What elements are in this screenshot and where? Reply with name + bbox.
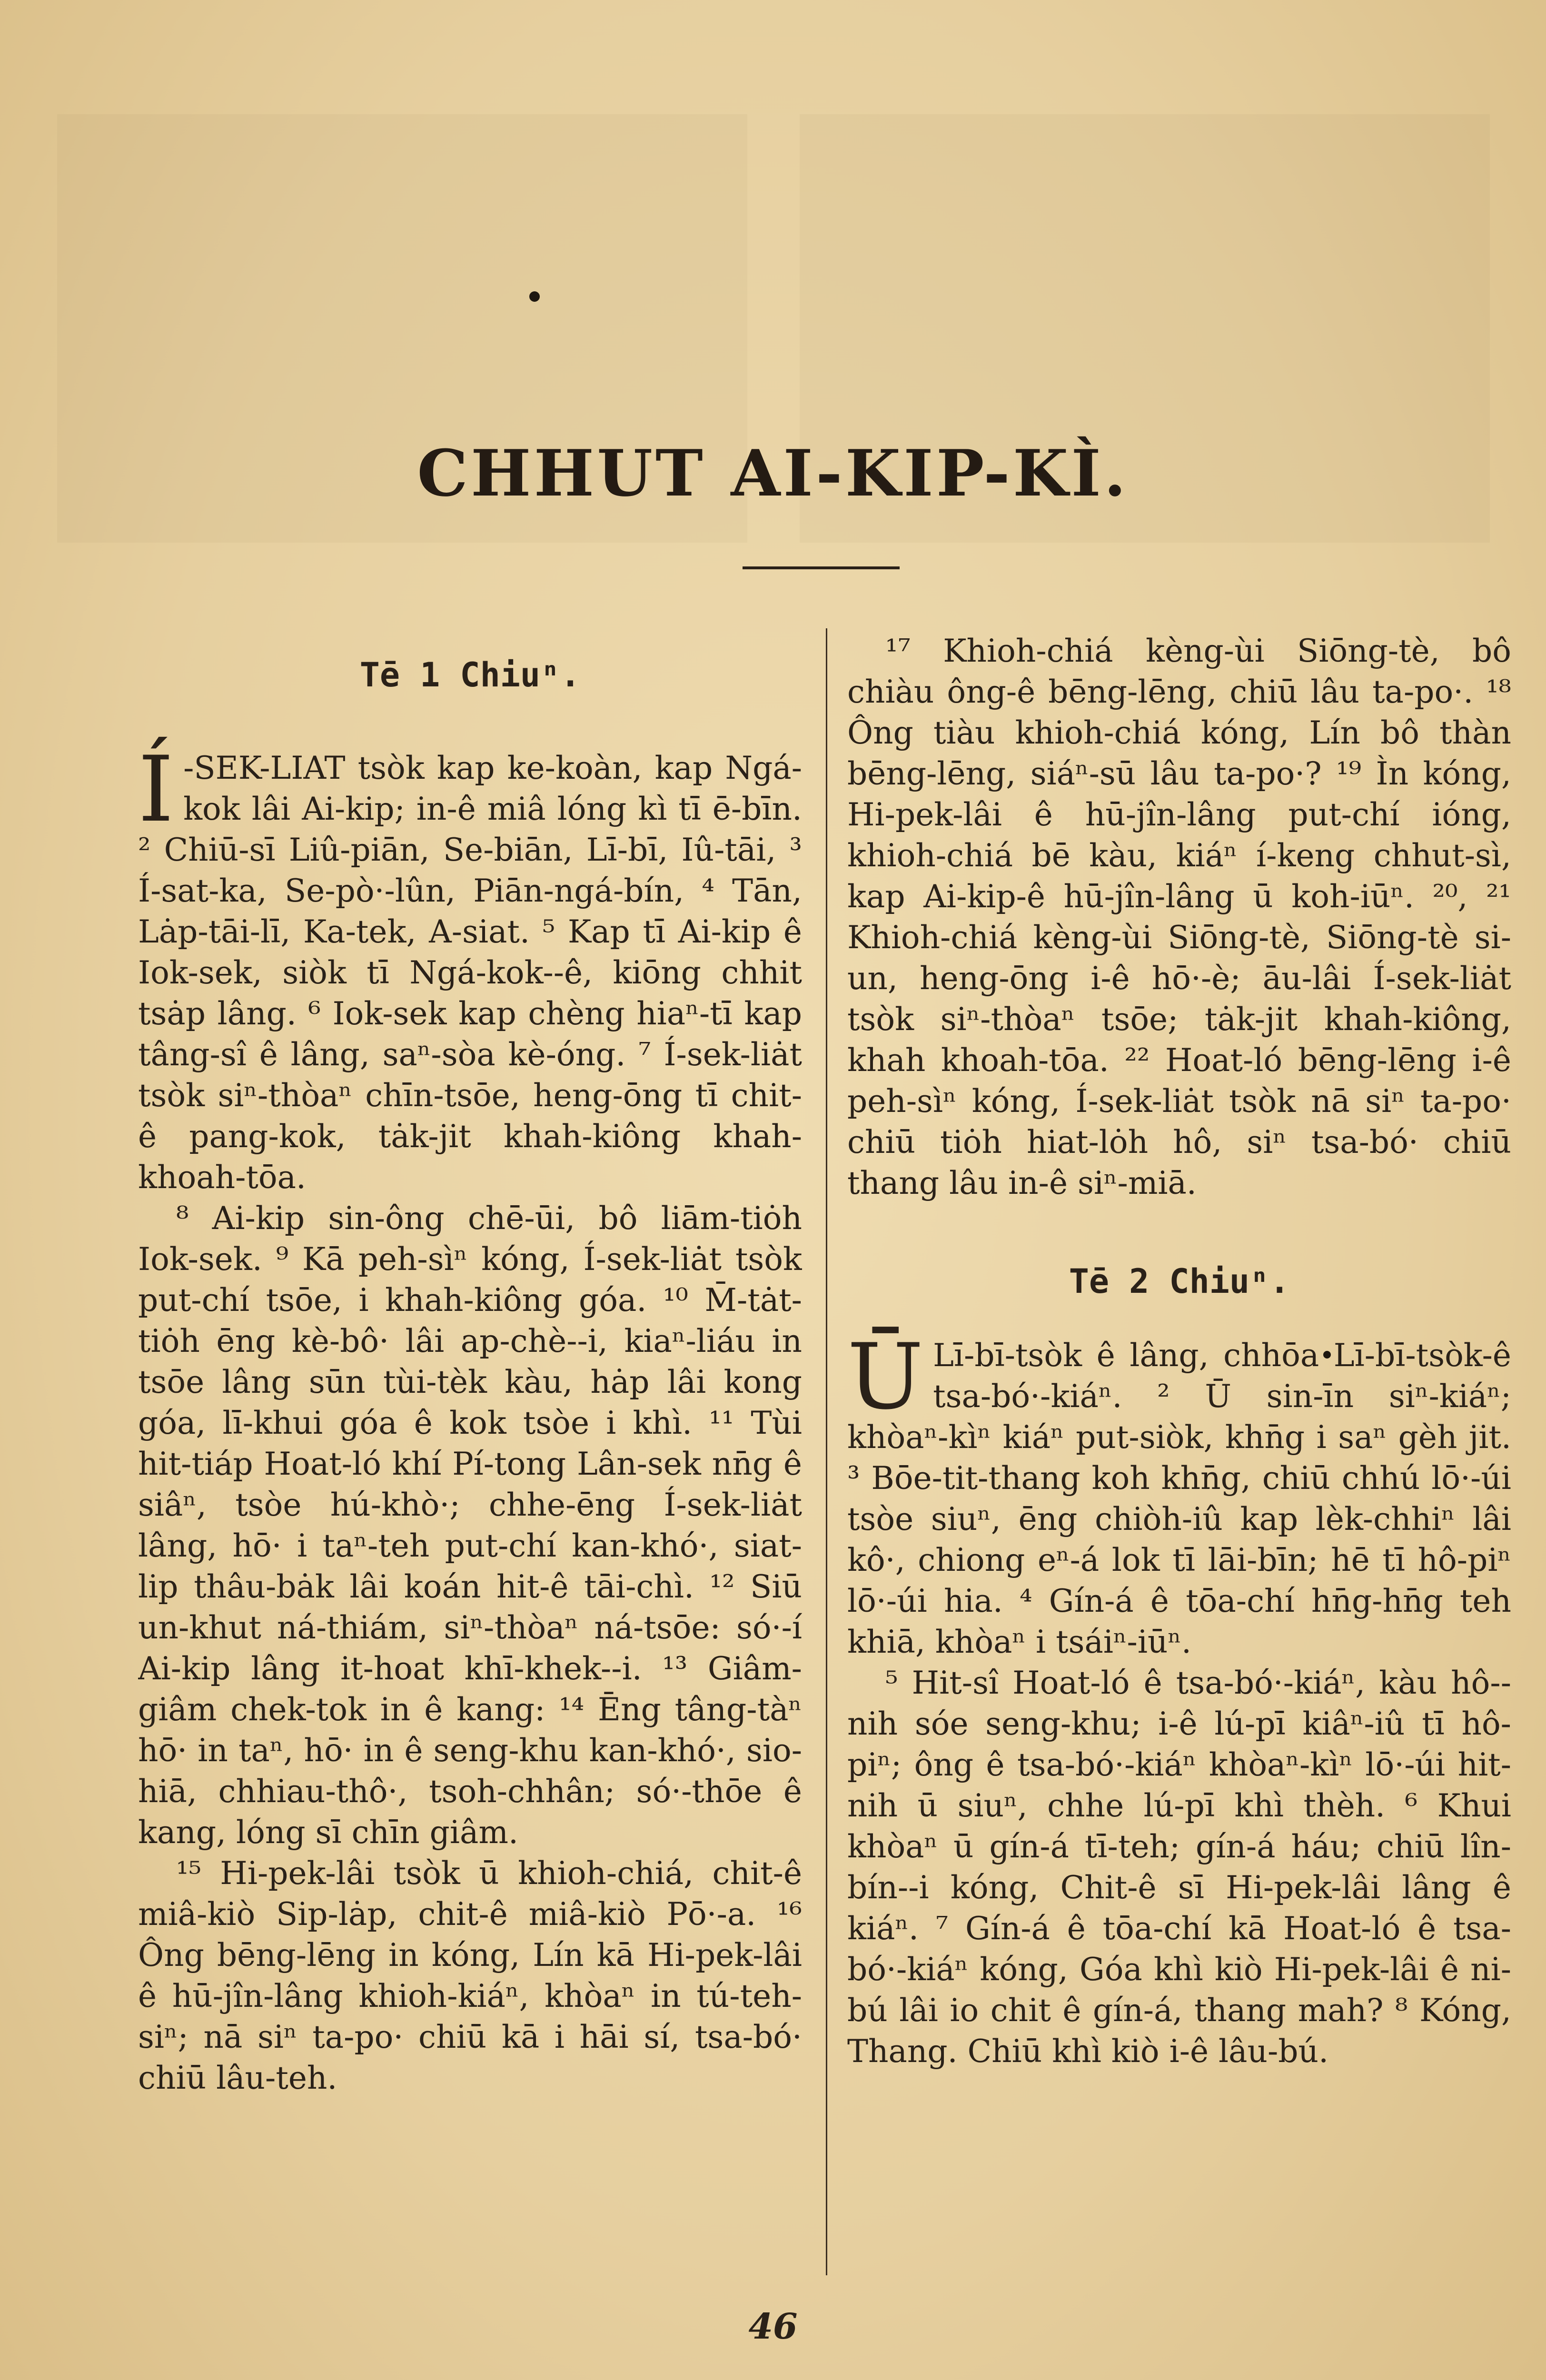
chapter-heading: Tē 2 Chiuⁿ. [1069, 1262, 1290, 1301]
left-column [138, 631, 802, 2297]
ink-spot [529, 291, 540, 302]
right-column [847, 631, 1511, 2297]
verse-paragraph: ⁸ Ai-kip sin-ông chē-ūi, bô liām-tiȯh Iok-sek. ⁹ Kā peh-sìⁿ kóng, Í-sek-liȧt tsòk put-chí tsōe, i khah-kiông góa. ¹⁰ M̄-tȧt-tiȯh ēng kè-bô· lâi ap-chè--i, kiaⁿ-liáu in tsōe lâng sūn tùi-tèk kàu, hȧp lâi kong góa, lī-khui góa ê kok tsòe i khì. ¹¹ Tùi hit-tiáp Hoat-ló khí Pí-tong Lân-sek nn̄g ê siâⁿ, tsòe hú-khò·; chhe-ēng Í-sek-liȧt lâng, hō· i taⁿ-teh put-chí kan-khó·, siat-lip thâu-bȧk lâi koán hit-ê tāi-chì. ¹² Siū un-khut ná-thiám, siⁿ-thòaⁿ ná-tsōe: só·-í Ai-kip lâng it-hoat khī-khek--i. ¹³ Giâm-giâm chek-tok in ê kang: ¹⁴ Ēng tâng-tàⁿ hō· in taⁿ, hō· in ê seng-khu kan-khó·, sio-hiā, chhiau-thô·, tsoh-chhân; só·-thōe ê kang, lóng sī chīn giâm. [138, 1200, 802, 1851]
verse-paragraph: Í -SEK-LIAT tsòk kap ke-koàn, kap Ngá-kok lâi Ai-kip; in-ê miâ lóng kì tī ē-bīn. ² Chiū-sī Liû-piān, Se-biān, Lī-bī, Iû-tāi, ³ Í-sat-ka, Se-pò·-lûn, Piān-ngá-bín, ⁴ Tān, Lȧp-tāi-lī, Ka-tek, A-siat. ⁵ Kap tī Ai-kip ê Iok-sek, siòk tī Ngá-kok--ê, kiōng chhit tsȧp lâng. ⁶ Iok-sek kap chèng hiaⁿ-tī kap tâng-sî ê lâng, saⁿ-sòa kè-óng. ⁷ Í-sek-liȧt tsòk siⁿ-thòaⁿ chīn-tsōe, heng-ōng tī chit-ê pang-kok, tȧk-jit khah-kiông khah-khoah-tōa. [138, 737, 802, 1196]
verse-paragraph: ¹⁷ Khioh-chiá kèng-ùi Siōng-tè, bô chiàu ông-ê bēng-lēng, chiū lâu ta-po·. ¹⁸ Ông tiàu khioh-chiá kóng, Lín bô thàn bēng-lēng, siáⁿ-sū lâu ta-po·? ¹⁹ Ìn kóng, Hi-pek-lâi ê hū-jîn-lâng put-chí ióng, khioh-chiá bē kàu, kiáⁿ í-keng chhut-sì, kap Ai-kip-ê hū-jîn-lâng ū koh-iūⁿ. ²⁰, ²¹ Khioh-chiá kèng-ùi Siōng-tè, Siōng-tè si-un, heng-ōng i-ê hō·-è; āu-lâi Í-sek-liȧt tsòk siⁿ-thòaⁿ tsōe; tȧk-jit khah-kiông, khah khoah-tōa. ²² Hoat-ló bēng-lēng i-ê peh-sìⁿ kóng, Í-sek-liȧt tsòk nā siⁿ ta-po· chiū tiȯh hiat-lȯh hô, siⁿ tsa-bó· chiū thang lâu in-ê siⁿ-miā. [847, 633, 1511, 1201]
verse-paragraph: Ū Lī-bī-tsòk ê lâng, chhōa Lī-bī-tsòk-ê tsa-bó·-kiáⁿ. ² Ū sin-īn siⁿ-kiáⁿ; khòaⁿ-kìⁿ kiáⁿ put-siòk, khn̄g i saⁿ gèh jit. ³ Bōe-tit-thang koh khn̄g, chiū chhú lō·-úi tsòe siuⁿ, ēng chiòh-iû kap lèk-chhiⁿ lâi kô·, chiong eⁿ-á lok tī lāi-bīn; hē tī hô-piⁿ lō·-úi hia. ⁴ Gín-á ê tōa-chí hn̄g-hn̄g teh khiā, khòaⁿ i tsáiⁿ-iūⁿ. [847, 1324, 1511, 1660]
title-rule [743, 566, 900, 569]
column-divider [826, 628, 827, 2275]
drop-cap: Ū [847, 1324, 924, 1429]
verse-paragraph: ⁵ Hit-sî Hoat-ló ê tsa-bó·-kiáⁿ, kàu hô--nih sóe seng-khu; i-ê lú-pī kiâⁿ-iû tī hô-piⁿ; ông ê tsa-bó·-kiáⁿ khòaⁿ-kìⁿ lō·-úi hit-nih ū siuⁿ, chhe lú-pī khì thèh. ⁶ Khui khòaⁿ ū gín-á tī-teh; gín-á háu; chiū lîn-bín--i kóng, Chit-ê sī Hi-pek-lâi lâng ê kiáⁿ. ⁷ Gín-á ê tōa-chí kā Hoat-ló ê tsa-bó·-kiáⁿ kóng, Góa khì kiò Hi-pek-lâi ê ni-bú lâi io chit ê gín-á, thang mah? ⁸ Kóng, Thang. Chiū khì kiò i-ê lâu-bú. [847, 1665, 1511, 2070]
page-number: 46 [748, 2306, 798, 2347]
book-title: CHHUT AI-KIP-KÌ. [417, 436, 1129, 511]
verse-paragraph: ¹⁵ Hi-pek-lâi tsòk ū khioh-chiá, chit-ê miâ-kiò Sip-lȧp, chit-ê miâ-kiò Pō·-a. ¹⁶ Ông bēng-lēng in kóng, Lín kā Hi-pek-lâi ê hū-jîn-lâng khioh-kiáⁿ, khòaⁿ in tú-teh-siⁿ; nā siⁿ ta-po· chiū kā i hāi sí, tsa-bó· chiū lâu-teh. [138, 1855, 802, 2096]
drop-cap: Í [138, 737, 174, 842]
chapter-heading: Tē 1 Chiuⁿ. [359, 655, 581, 694]
